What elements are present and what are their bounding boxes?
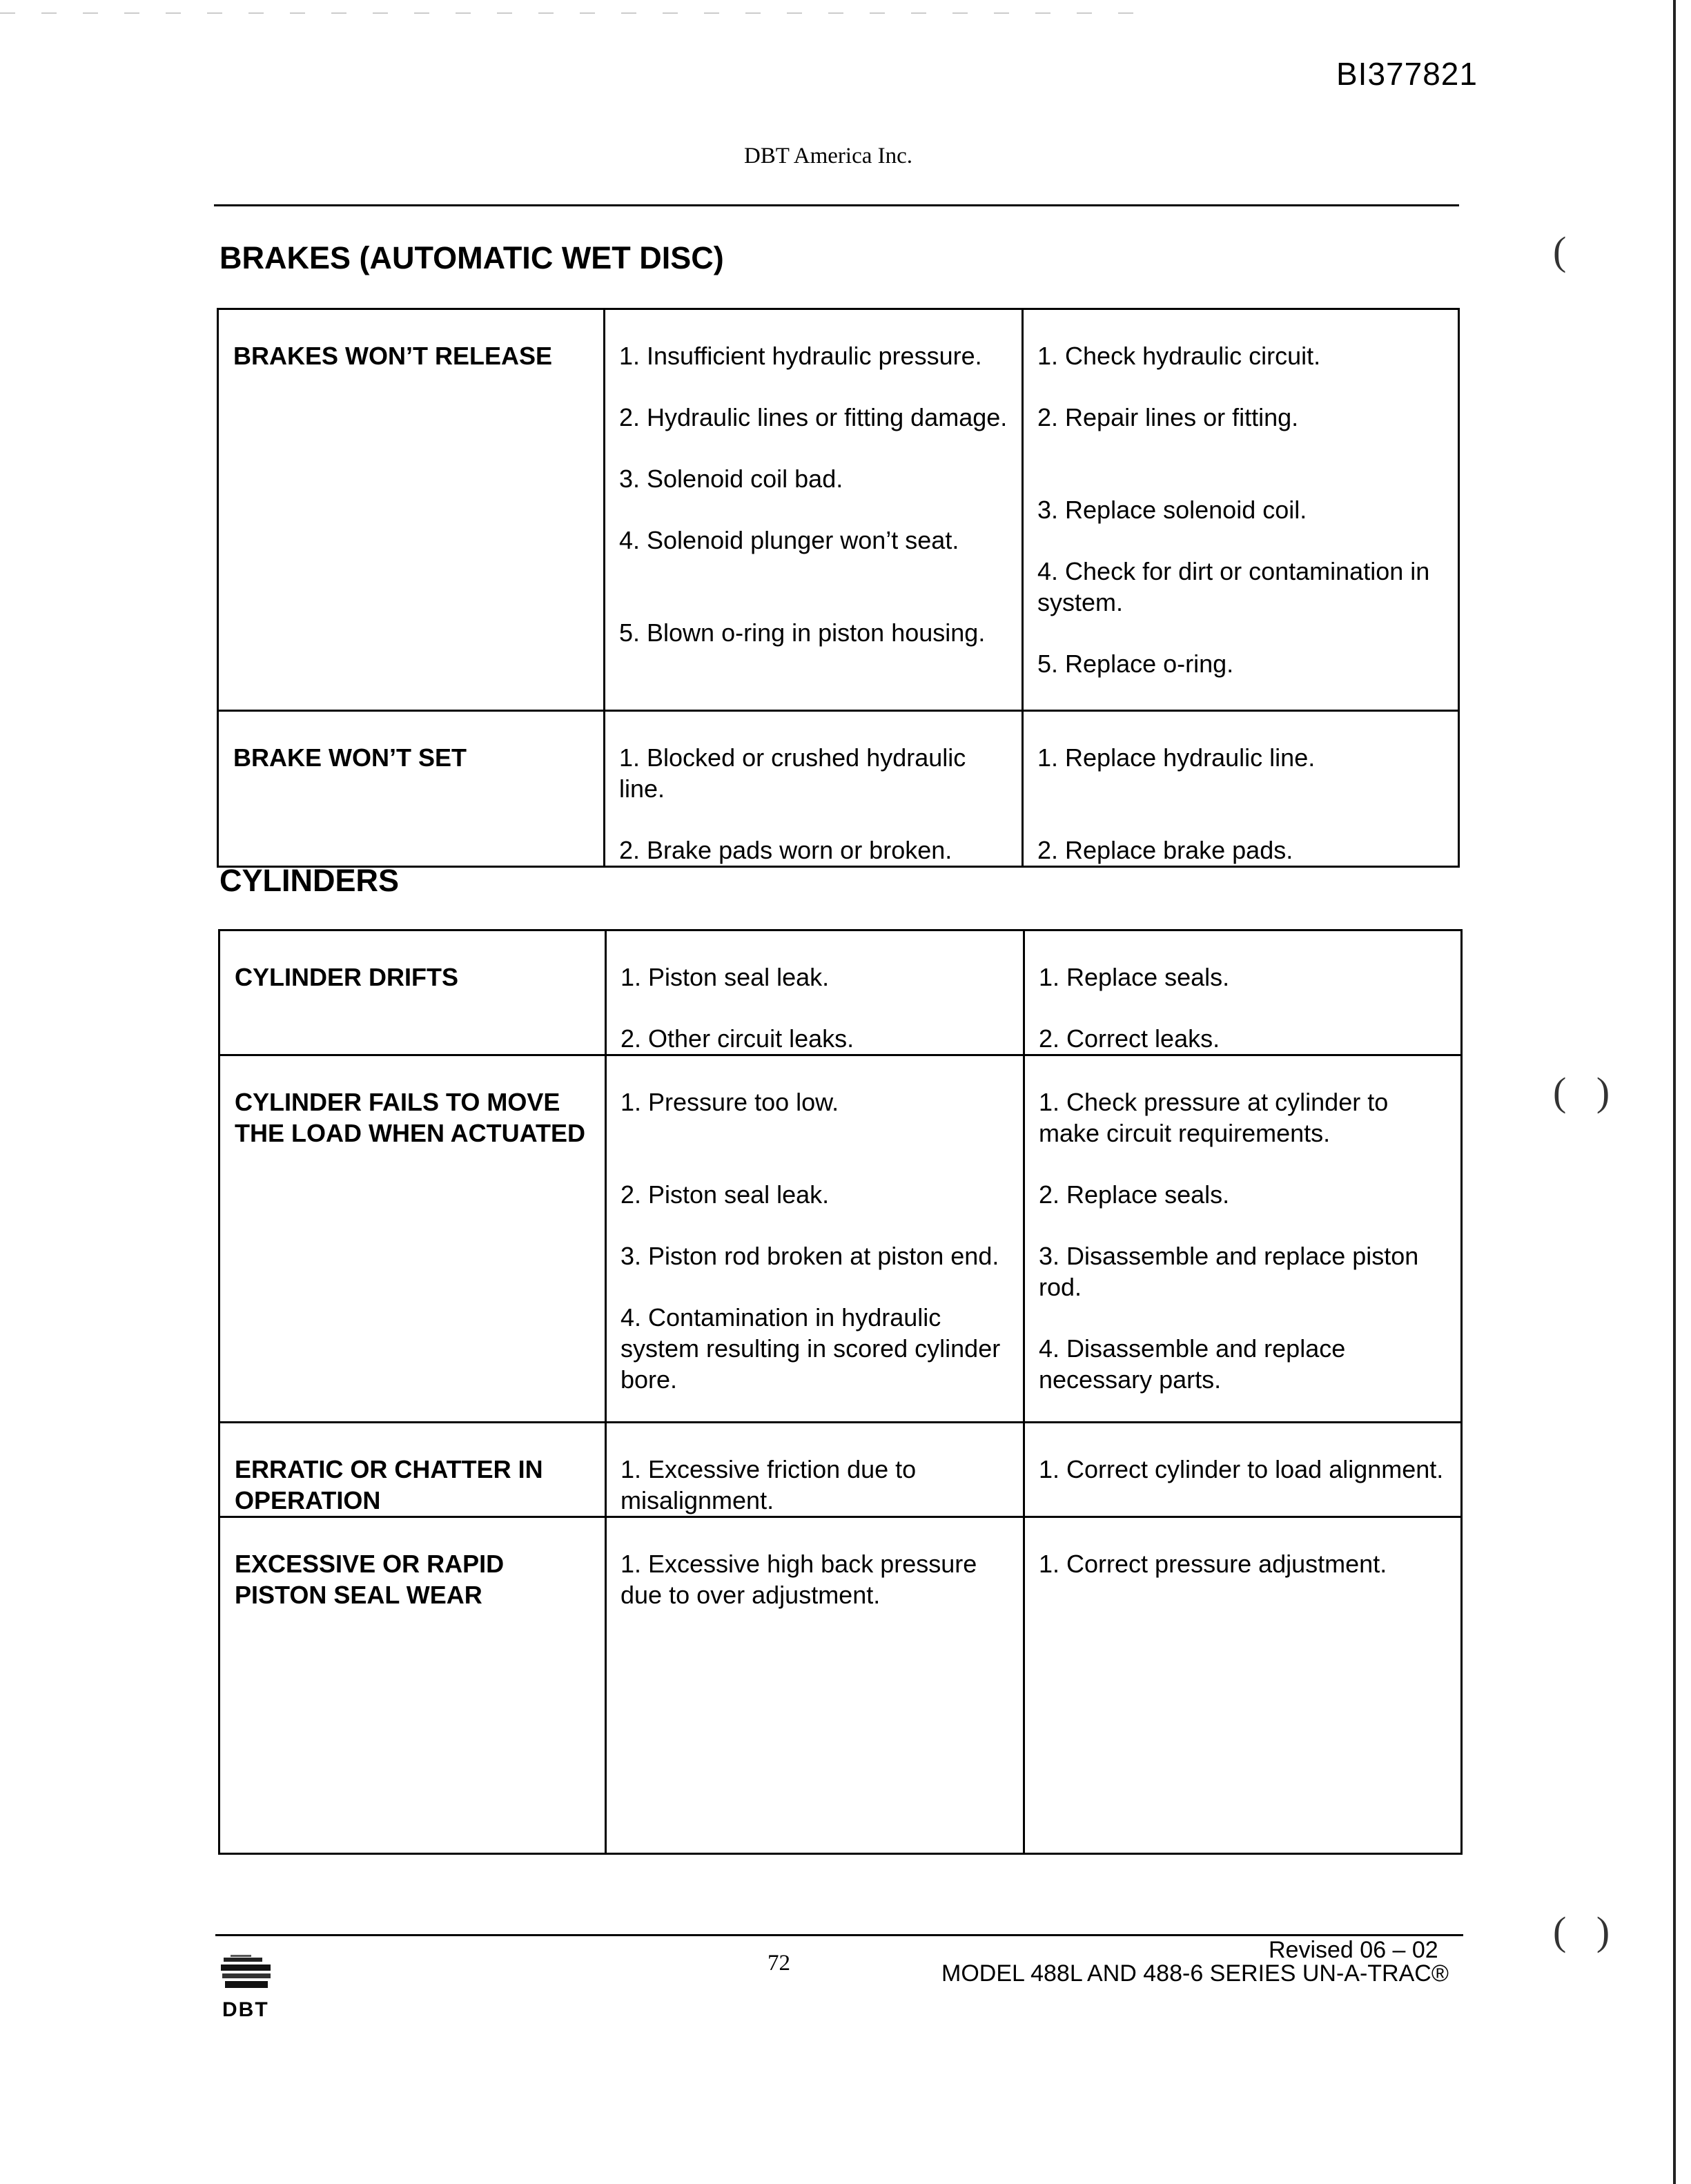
- cause-item: 2. Piston seal leak.: [620, 1180, 830, 1209]
- cause-item: 4. Contamination in hydraulic system resulting in scored cylinder bore.: [620, 1303, 1001, 1394]
- table-row: [219, 930, 1462, 1055]
- causes-cell: [605, 711, 1023, 867]
- section-title-cylinders: CYLINDERS: [219, 863, 400, 898]
- cause-item: 3. Solenoid coil bad.: [619, 465, 843, 493]
- remedies-cell: [1024, 1055, 1462, 1423]
- punch-hole-mark: ( ): [1553, 1909, 1610, 1953]
- scan-artifact-line: [0, 12, 1139, 14]
- cause-item: 4. Solenoid plunger won’t seat.: [619, 526, 959, 554]
- brakes-troubleshooting-table: [217, 308, 1460, 868]
- remedy-item: 5. Replace o-ring.: [1037, 650, 1234, 678]
- remedy-item: 3. Replace solenoid coil.: [1037, 496, 1307, 524]
- section-title-brakes: BRAKES (AUTOMATIC WET DISC): [219, 240, 724, 275]
- remedy-item: 1. Check pressure at cylinder to make circuit requirements.: [1039, 1088, 1389, 1147]
- remedies-cell: [1024, 1517, 1462, 1854]
- header-rule: [214, 204, 1459, 206]
- causes-cell: [606, 1517, 1024, 1854]
- cause-item: 1. Excessive high back pressure due to over adjustment.: [620, 1550, 977, 1609]
- table-row: [219, 1055, 1462, 1423]
- remedy-item: 1. Replace seals.: [1039, 963, 1230, 991]
- symptom-cell: CYLINDER FAILS TO MOVE THE LOAD WHEN ACTUATED: [219, 1055, 606, 1423]
- cause-item: 1. Blocked or crushed hydraulic line.: [619, 743, 966, 803]
- cause-item: 5. Blown o-ring in piston housing.: [619, 618, 986, 647]
- symptom-cell: ERRATIC OR CHATTER IN OPERATION: [219, 1423, 606, 1517]
- remedy-item: 2. Replace brake pads.: [1037, 836, 1293, 864]
- remedy-item: 1. Check hydraulic circuit.: [1037, 342, 1321, 370]
- causes-cell: [605, 309, 1023, 711]
- page-edge-line: [1673, 0, 1676, 2184]
- symptom-cell: BRAKE WON’T SET: [218, 711, 605, 867]
- cause-item: 1. Excessive friction due to misalignment.: [620, 1455, 917, 1514]
- cause-item: 2. Other circuit leaks.: [620, 1024, 854, 1053]
- remedies-cell: [1024, 1423, 1462, 1517]
- cause-item: 1. Pressure too low.: [620, 1088, 839, 1116]
- table-row: [219, 1517, 1462, 1854]
- cause-item: 2. Brake pads worn or broken.: [619, 836, 952, 864]
- remedies-cell: [1023, 711, 1459, 867]
- cause-item: 1. Insufficient hydraulic pressure.: [619, 342, 982, 370]
- remedy-item: 3. Disassemble and replace piston rod.: [1039, 1242, 1419, 1301]
- causes-cell: [606, 930, 1024, 1055]
- symptom-cell: EXCESSIVE OR RAPID PISTON SEAL WEAR: [219, 1517, 606, 1854]
- remedy-item: 1. Correct pressure adjustment.: [1039, 1550, 1387, 1578]
- cause-item: 3. Piston rod broken at piston end.: [620, 1242, 999, 1270]
- table-row: [218, 309, 1459, 711]
- cause-item: 1. Piston seal leak.: [620, 963, 830, 991]
- causes-cell: [606, 1423, 1024, 1517]
- remedy-item: 4. Check for dirt or contamination in system.: [1037, 557, 1430, 616]
- logo-text: DBT: [222, 1998, 269, 2021]
- table-row: [218, 711, 1459, 867]
- symptom-cell: BRAKES WON’T RELEASE: [218, 309, 605, 711]
- causes-cell: [606, 1055, 1024, 1423]
- dbt-logo-icon: [221, 1953, 273, 1995]
- remedies-cell: [1023, 309, 1459, 711]
- document-id: BI377821: [1336, 56, 1478, 92]
- cylinders-troubleshooting-table: [218, 929, 1463, 1855]
- remedy-item: 4. Disassemble and replace necessary parts.: [1039, 1334, 1346, 1394]
- footer-rule: [215, 1934, 1463, 1936]
- punch-hole-mark: ( ): [1553, 1069, 1610, 1114]
- symptom-cell: CYLINDER DRIFTS: [219, 930, 606, 1055]
- remedy-item: 1. Replace hydraulic line.: [1037, 743, 1316, 772]
- table-row: [219, 1423, 1462, 1517]
- page-number: 72: [768, 1951, 790, 1976]
- model-name: MODEL 488L AND 488-6 SERIES UN-A-TRAC®: [941, 1960, 1449, 1987]
- company-name: DBT America Inc.: [743, 144, 913, 168]
- revision-date: Revised 06 – 02: [1269, 1937, 1438, 1963]
- punch-hole-mark: (: [1553, 228, 1567, 273]
- remedy-item: 2. Replace seals.: [1039, 1180, 1230, 1209]
- remedies-cell: [1024, 930, 1462, 1055]
- cause-item: 2. Hydraulic lines or fitting damage.: [619, 403, 1008, 431]
- remedy-item: 2. Repair lines or fitting.: [1037, 403, 1299, 431]
- remedy-item: 1. Correct cylinder to load alignment.: [1039, 1455, 1444, 1483]
- remedy-item: 2. Correct leaks.: [1039, 1024, 1220, 1053]
